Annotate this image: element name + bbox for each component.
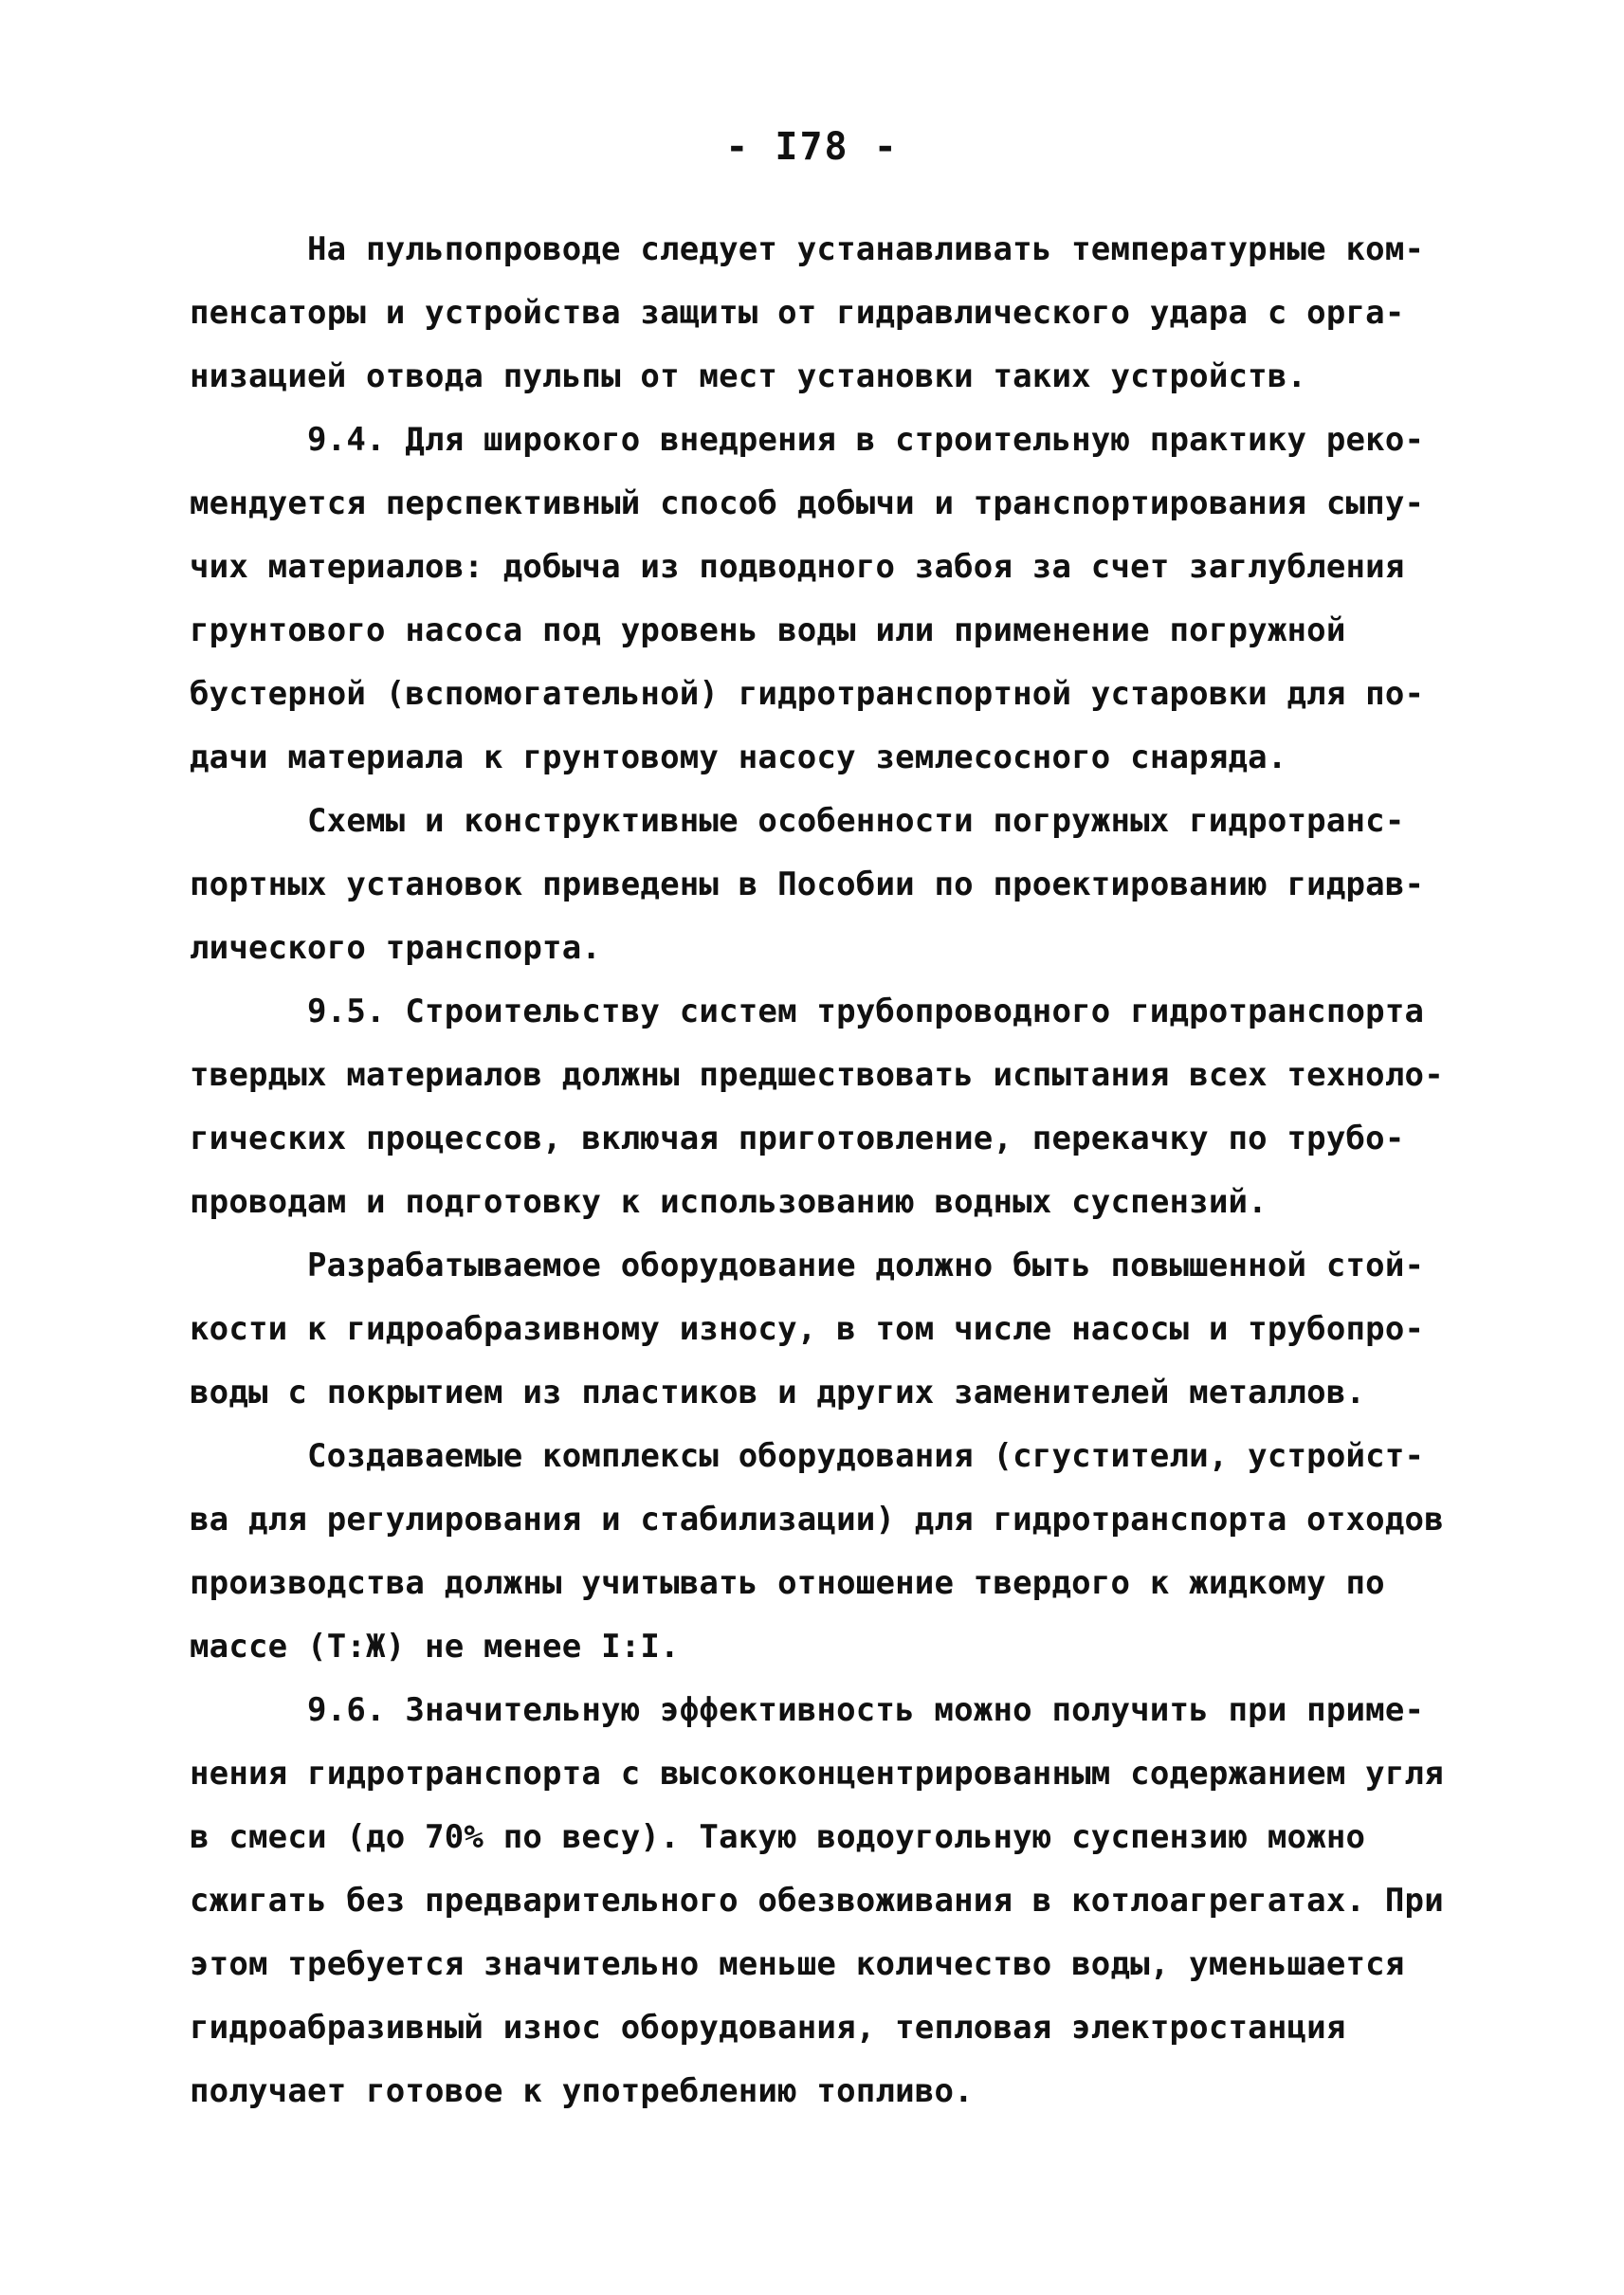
text-line: 9.4. Для широкого внедрения в строительную практику реко-	[307, 421, 1425, 459]
text-line: производства должны учитывать отношение твердого к жидкому по	[190, 1564, 1385, 1602]
body-text	[190, 218, 1444, 2123]
text-line: грунтового насоса под уровень воды или применение погружной	[190, 611, 1346, 649]
text-line: Разрабатываемое оборудование должно быть повышенной стой-	[307, 1247, 1425, 1284]
text-line: 9.5. Строительству систем трубопроводного гидротранспорта	[307, 993, 1425, 1030]
text-line: 9.6. Значительную эффективность можно получить при приме-	[307, 1691, 1425, 1729]
text-line: Создаваемые комплексы оборудования (сгустители, устройст-	[307, 1437, 1425, 1475]
text-line: лического транспорта.	[190, 929, 602, 967]
text-line: твердых материалов должны предшествовать испытания всех техноло-	[190, 1056, 1444, 1094]
page-number: - I78 -	[725, 125, 899, 169]
text-line: мендуется перспективный способ добычи и транспортирования сыпу-	[190, 484, 1425, 522]
text-line: этом требуется значительно меньше количество воды, уменьшается	[190, 1945, 1405, 1983]
text-line: сжигать без предварительного обезвоживания в котлоагрегатах. При	[190, 1882, 1444, 1920]
text-line: Схемы и конструктивные особенности погружных гидротранс-	[307, 802, 1405, 840]
text-line: пенсаторы и устройства защиты от гидравлического удара с орга-	[190, 294, 1405, 332]
text-line: На пульпопроводе следует устанавливать температурные ком-	[307, 230, 1425, 268]
text-line: воды с покрытием из пластиков и других заменителей металлов.	[190, 1374, 1366, 1412]
text-line: ва для регулирования и стабилизации) для гидротранспорта отходов	[190, 1501, 1444, 1539]
text-line: гических процессов, включая приготовление, перекачку по трубо-	[190, 1120, 1405, 1157]
text-line: портных установок приведены в Пособии по проектированию гидрав-	[190, 865, 1425, 903]
text-line: массе (Т:Ж) не менее I:I.	[190, 1628, 680, 1666]
text-line: получает готовое к употреблению топливо.	[190, 2072, 974, 2110]
text-line: чих материалов: добыча из подводного забоя за счет заглубления	[190, 548, 1405, 586]
text-line: нения гидротранспорта с высококонцентрированным содержанием угля	[190, 1755, 1444, 1793]
text-line: проводам и подготовку к использованию водных суспензий.	[190, 1183, 1268, 1221]
text-line: кости к гидроабразивному износу, в том числе насосы и трубопро-	[190, 1310, 1425, 1348]
text-line: бустерной (вспомогательной) гидротранспортной устаровки для по-	[190, 675, 1425, 713]
text-line: в смеси (до 70% по весу). Такую водоугольную суспензию можно	[190, 1818, 1366, 1856]
text-line: гидроабразивный износ оборудования, тепловая электростанция	[190, 2009, 1346, 2047]
text-line: низацией отвода пульпы от мест установки таких устройств.	[190, 357, 1307, 395]
text-line: дачи материала к грунтовому насосу землесосного снаряда.	[190, 738, 1287, 776]
